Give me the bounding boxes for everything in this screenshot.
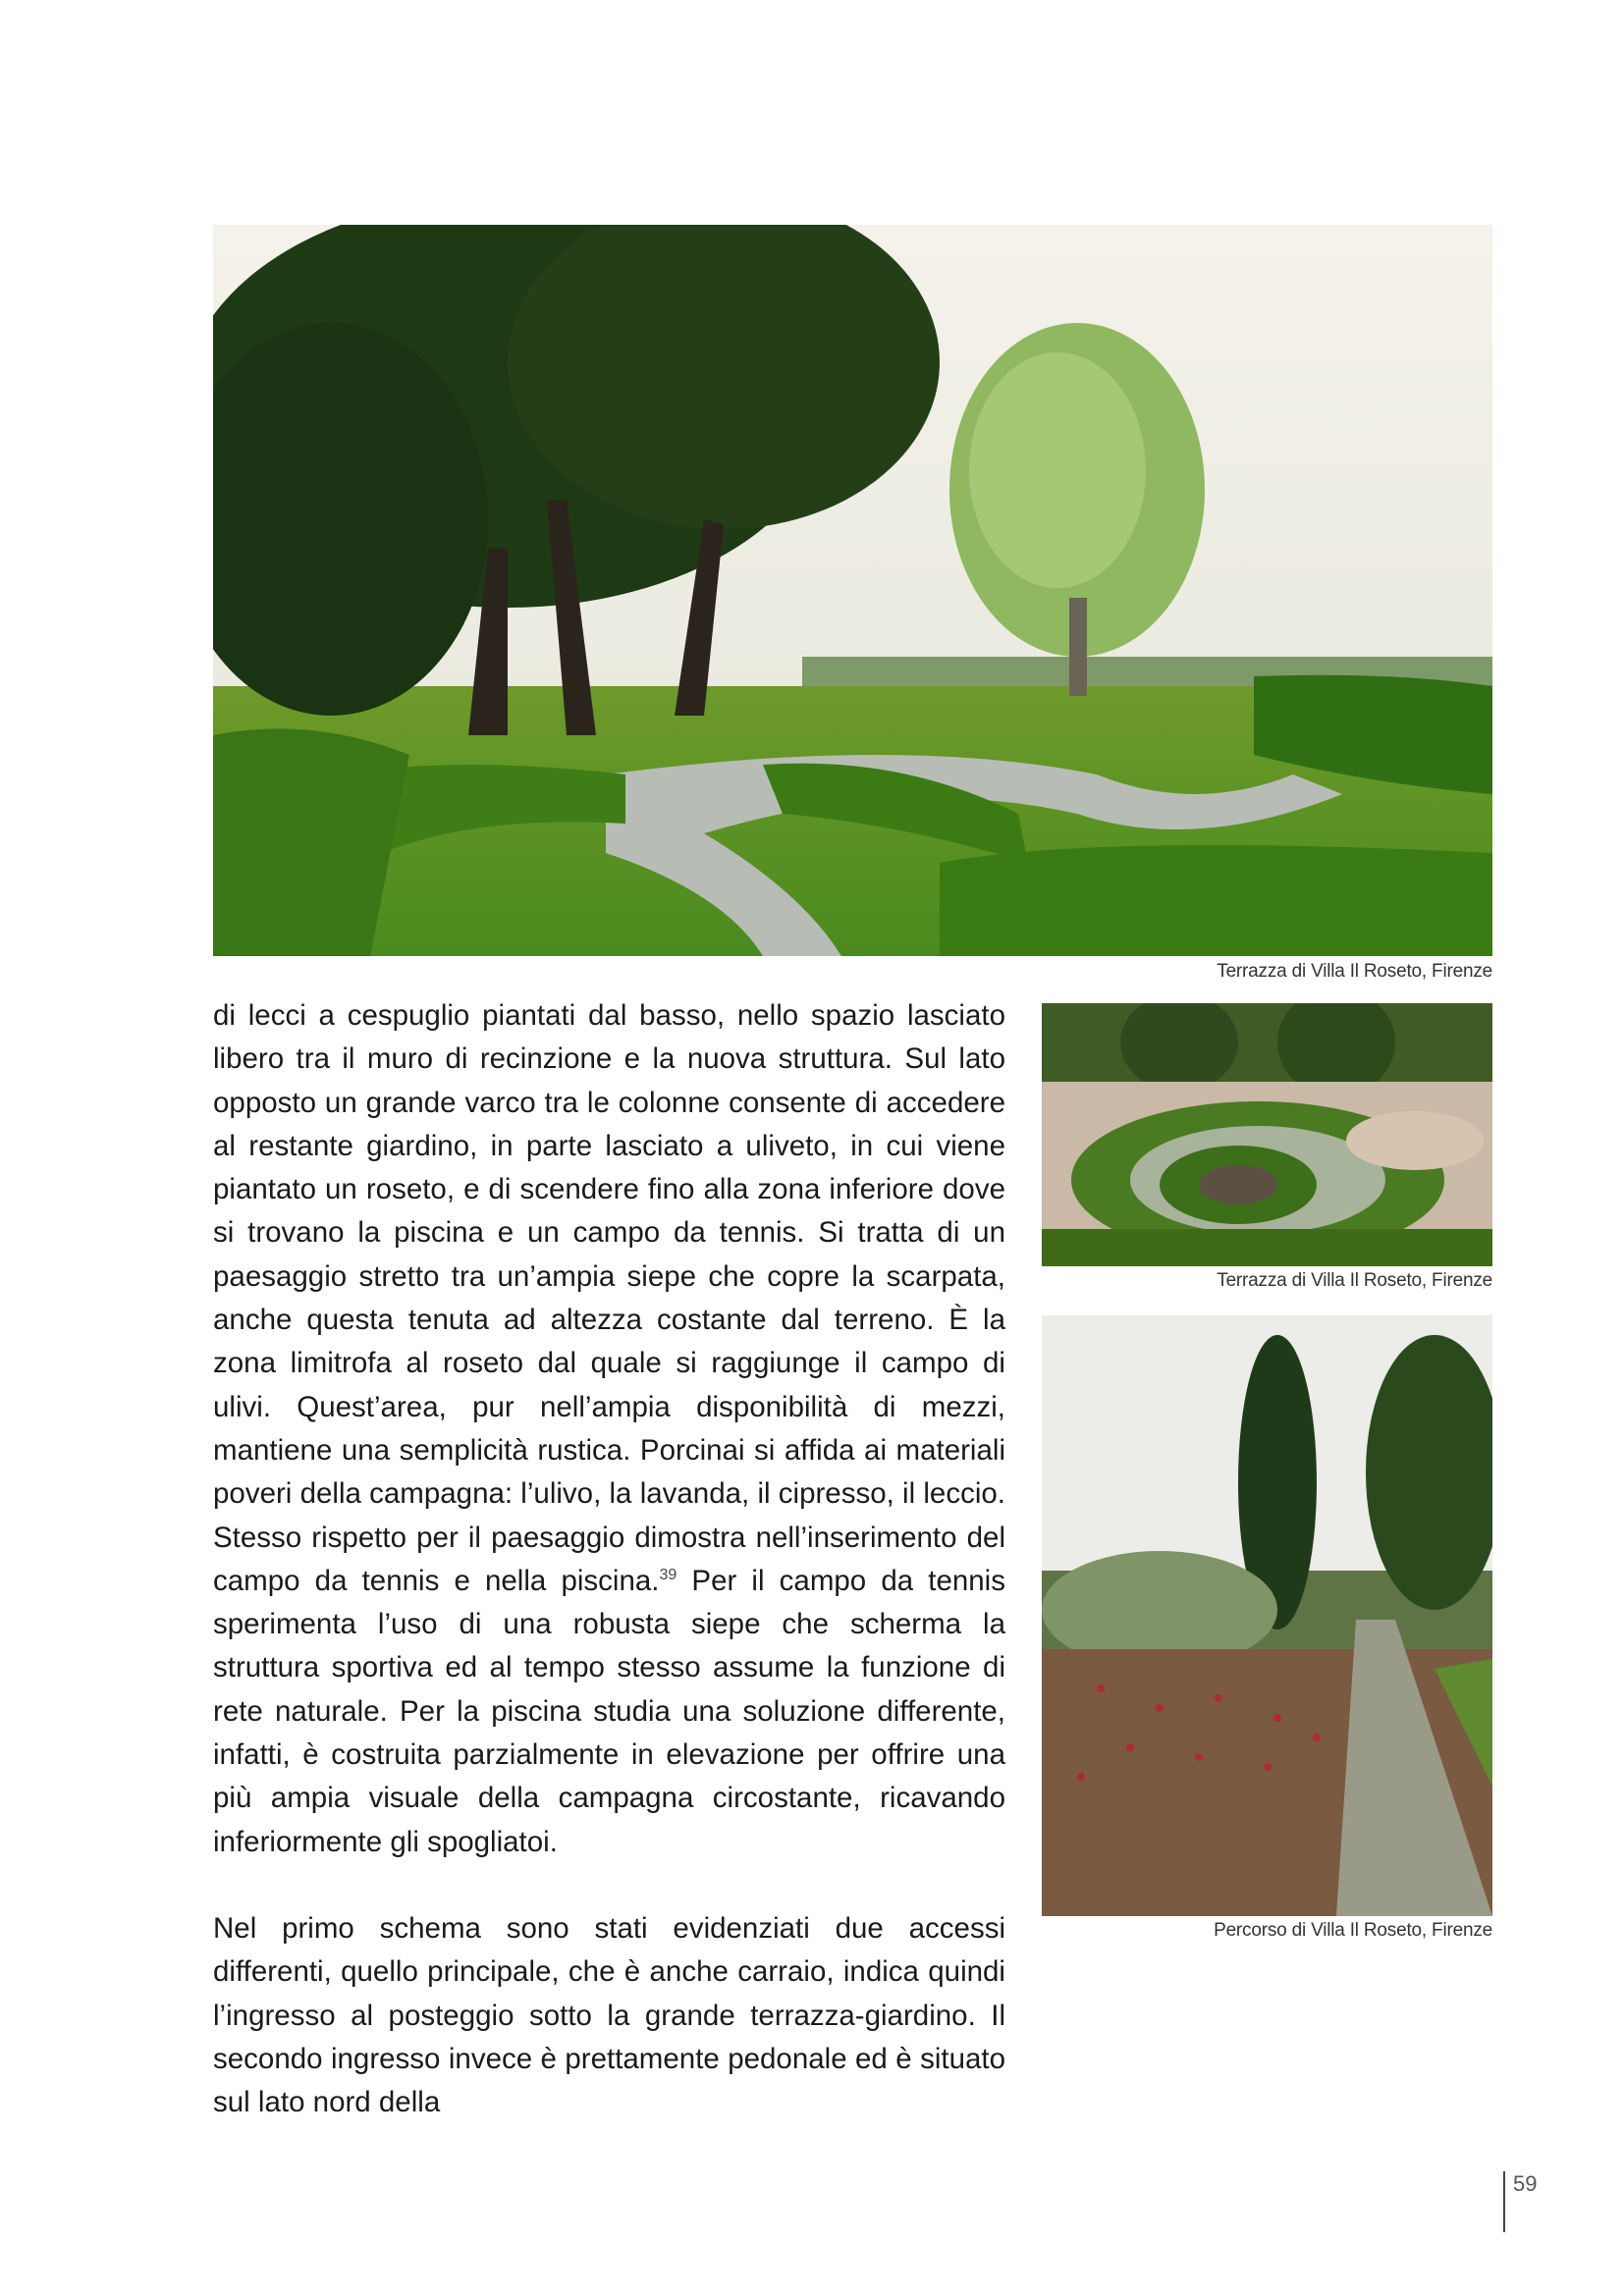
footnote-reference: 39 <box>659 1567 677 1584</box>
photo-caption: Terrazza di Villa Il Roseto, Firenze <box>1217 1270 1492 1291</box>
body-text <box>213 994 1005 2124</box>
photo-caption: Percorso di Villa Il Roseto, Firenze <box>1214 1920 1492 1941</box>
rose-garden-path-photo <box>1042 1315 1492 1916</box>
garden-terrace-photo <box>213 225 1492 956</box>
body-paragraph <box>213 994 1005 1864</box>
hedge-garden-photo <box>1042 1003 1492 1266</box>
page-number: 59 <box>1503 2171 1537 2232</box>
body-paragraph: Nel primo schema sono stati evidenziati due accessi differenti, quello principale, che è anche carraio, indica quindi l’ingresso al posteggio sotto la grande terrazza-giardino. Il secondo ingresso invece è prettamente pedonale ed è situato sul lato nord della <box>213 1911 1005 2119</box>
body-text-segment: Per il campo da tennis sperimenta l’uso di una robusta siepe che scherma la struttura sportiva ed al tempo stesso assume la funzione di rete naturale. Per la piscina studia una soluzione differente, infatti, è costruita parzialmente in elevazione per offrire una più ampia visuale della campagna circostante, ricavando inferiormente gli spogliatoi. <box>213 1564 1005 1858</box>
photo-caption: Terrazza di Villa Il Roseto, Firenze <box>1217 961 1492 982</box>
body-text-segment: di lecci a cespuglio piantati dal basso, nello spazio lasciato libero tra il muro di recinzione e la nuova struttura. Sul lato opposto un grande varco tra le colonne consente di accedere al restante giardino, in parte lasciato a uliveto, in cui viene piantato un roseto, e di scendere fino alla zona inferiore dove si trovano la piscina e un campo da tennis. Si tratta di un paesaggio stretto tra un’ampia siepe che copre la scarpata, anche questa tenuta ad altezza costante dal terreno. È la zona limitrofa al roseto dal quale si raggiunge il campo di ulivi. Quest’area, pur nell’ampia disponibilità di mezzi, mantiene una semplicità rustica. Porcinai si affida ai materiali poveri della campagna: l’ulivo, la lavanda, il cipresso, il leccio. Stesso rispetto per il paesaggio dimostra nell’inserimento del campo da tennis e nella piscina. <box>213 999 1005 1597</box>
